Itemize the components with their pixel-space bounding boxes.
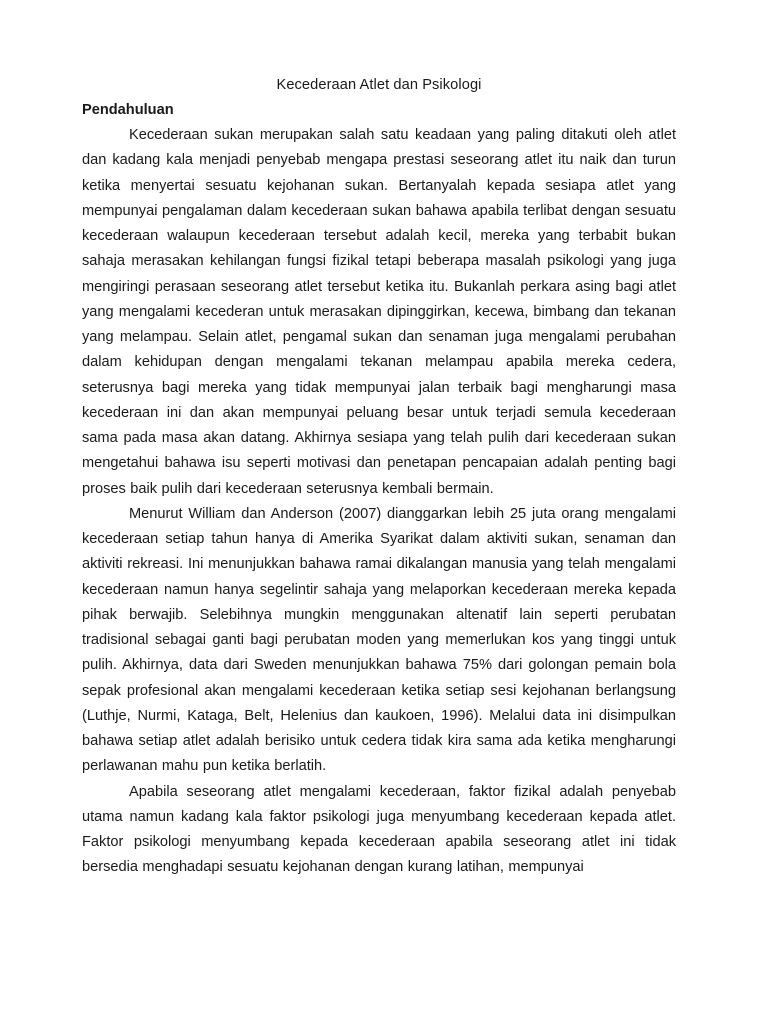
paragraph-2: Menurut William dan Anderson (2007) dianggarkan lebih 25 juta orang mengalami kecederaan setiap tahun hanya di Amerika Syarikat dalam aktiviti sukan, senaman dan aktiviti rekreasi. Ini menunjukkan bahawa ramai dikalangan manusia yang telah mengalami kecederaan namun hanya segelintir sahaja yang melaporkan kecederaan mereka kepada pihak berwajib. Selebihnya mungkin menggunakan altenatif lain seperti perubatan tradisional sebagai ganti bagi perubatan moden yang memerlukan kos yang tinggi untuk pulih. Akhirnya, data dari Sweden menunjukkan bahawa 75% dari golongan pemain bola sepak profesional akan mengalami kecederaan ketika setiap sesi kejohanan berlangsung (Luthje, Nurmi, Kataga, Belt, Helenius dan kaukoen, 1996). Melalui data ini disimpulkan bahawa setiap atlet adalah berisiko untuk cedera tidak kira sama ada ketika mengharungi perlawanan mahu pun ketika berlatih. <box>82 505 676 775</box>
paragraph-1: Kecederaan sukan merupakan salah satu keadaan yang paling ditakuti oleh atlet dan kadang kala menjadi penyebab mengapa prestasi seseorang atlet itu naik dan turun ketika menyertai sesuatu kejohanan sukan. Bertanyalah kepada sesiapa atlet yang mempunyai pengalaman dalam kecederaan sukan bahawa apabila terlibat dengan sesuatu kecederaan walaupun kecederaan tersebut adalah kecil, mereka yang terbabit bukan sahaja merasakan kehilangan fungsi fizikal tetapi beberapa masalah psikologi yang juga mengiringi perasaan seseorang atlet tersebut ketika itu. Bukanlah perkara asing bagi atlet yang mengalami kecederan untuk merasakan dipinggirkan, kecewa, bimbang dan tekanan yang melampau. Selain atlet, pengamal sukan dan senaman juga mengalami perubahan dalam kehidupan dengan mengalami tekanan melampau apabila mereka cedera, seterusnya bagi mereka yang tidak mempunyai jalan terbaik bagi mengharungi masa kecederaan ini dan akan mempunyai peluang besar untuk terjadi semula kecederaan sama pada masa akan datang. Akhirnya sesiapa yang telah pulih dari kecederaan sukan mengetahui bahawa isu seperti motivasi dan penetapan pencapaian adalah penting bagi proses baik pulih dari kecederaan seterusnya kembali bermain. <box>82 127 676 497</box>
paragraph-3: Apabila seseorang atlet mengalami kecederaan, faktor fizikal adalah penyebab utama namun kadang kala faktor psikologi juga menyumbang kecederaan kepada atlet. Faktor psikologi menyumbang kepada kecederaan apabila seseorang atlet ini tidak bersedia menghadapi sesuatu kejohanan dengan kurang latihan, mempunyai <box>82 783 676 876</box>
section-heading: Pendahuluan <box>82 102 174 118</box>
document-title: Kecederaan Atlet dan Psikologi <box>276 77 482 93</box>
